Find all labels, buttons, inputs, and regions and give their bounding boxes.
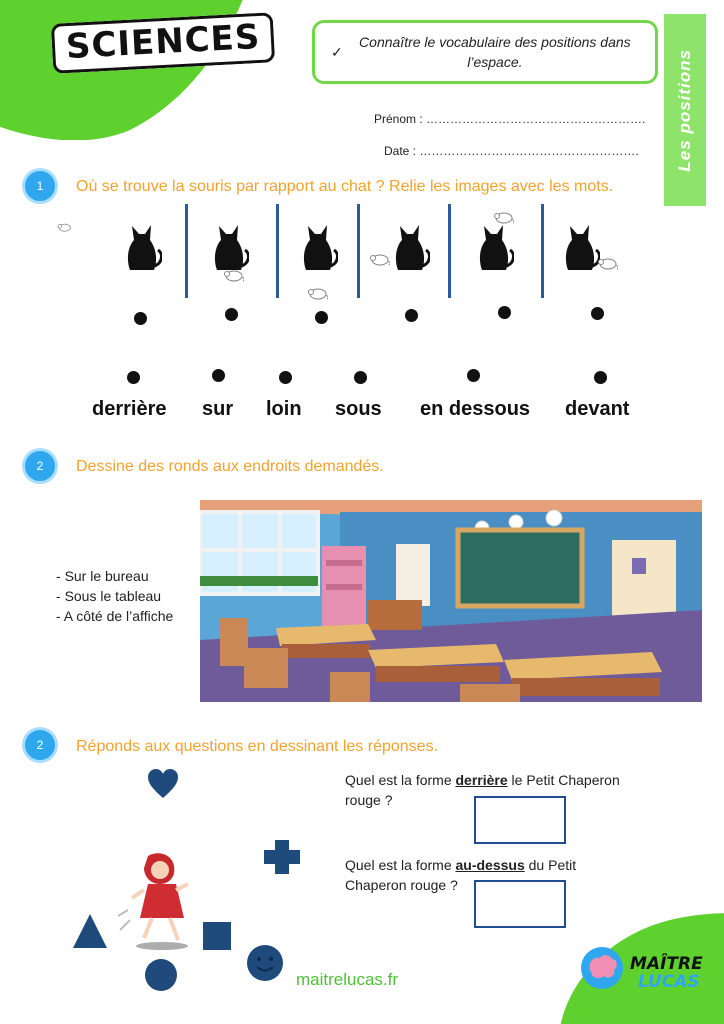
cat-icon [474,220,514,272]
link-dot[interactable] [127,371,140,384]
side-tab-label: Les positions [675,48,694,172]
date-line: ………………………………………………. [419,144,639,158]
link-dot[interactable] [591,307,604,320]
objective-box [312,20,658,84]
heart-icon [146,768,180,800]
word-label: loin [266,398,302,420]
exercise-1-title: Où se trouve la souris par rapport au chat ? Relie les images avec les mots. [76,178,614,195]
divider [276,204,279,298]
link-dot[interactable] [315,311,328,324]
divider [185,204,188,298]
mouse-icon [368,252,390,266]
word-label: sur [202,398,234,420]
check-icon: ✓ [331,44,343,60]
first-name-label: Prénom : [374,112,423,126]
exercise-3-title: Réponds aux questions en dessinant les réponses. [76,738,439,755]
link-dot[interactable] [279,371,292,384]
mouse-icon [222,268,244,282]
word-label: devant [565,398,630,420]
question-1-keyword: derrière [455,772,508,788]
square-icon [202,921,232,951]
link-dot[interactable] [212,369,225,382]
classroom-illustration [200,500,702,702]
exercise-1-number: 1 [22,168,58,204]
question-1-text-start: Quel est la forme [345,772,456,788]
question-1-text-end: le Petit Chaperon rouge ? [345,772,620,808]
cat-icon [298,220,338,272]
exercise-2-number: 2 [22,448,58,484]
smiley-icon [246,944,284,982]
logo-line-1: MAÎTRE [630,954,703,974]
first-name-field[interactable] [374,112,645,126]
question-2-keyword: au-dessus [455,857,525,873]
divider [448,204,451,298]
link-dot[interactable] [134,312,147,325]
answer-box-1[interactable] [474,796,566,844]
link-dot[interactable] [498,306,511,319]
task-item: - A côté de l’affiche [56,606,173,626]
footer-url[interactable]: maitrelucas.fr [296,970,399,989]
word-label: derrière [92,398,167,420]
task-list [56,566,173,626]
brain-logo-icon [580,946,624,990]
word-label: sous [335,398,382,420]
circle-icon [144,958,178,992]
date-field[interactable] [384,144,639,158]
link-dot[interactable] [225,308,238,321]
objective-text: Connaître le vocabulaire des positions dans l’espace. [359,34,631,70]
task-item: - Sur le bureau [56,566,173,586]
first-name-line: ………………………………………………. [426,112,646,126]
cat-icon [560,220,600,272]
divider [357,204,360,298]
task-item: - Sous le tableau [56,586,173,606]
cat-icon [122,220,162,272]
link-dot[interactable] [467,369,480,382]
mouse-icon [56,222,72,232]
date-label: Date : [384,144,417,158]
divider [541,204,544,298]
link-dot[interactable] [405,309,418,322]
cat-icon [209,220,249,272]
logo-line-2: LUCAS [638,972,700,992]
exercise-2-title: Dessine des ronds aux endroits demandés. [76,458,384,475]
mouse-icon [306,286,328,300]
cross-icon [262,838,302,876]
link-dot[interactable] [594,371,607,384]
side-tab [664,14,706,206]
brand-title: SCIENCES [51,12,276,74]
question-2-text-start: Quel est la forme [345,857,456,873]
little-red-riding-hood-illustration [118,850,194,950]
question-2-text-end: du Petit Chaperon rouge ? [345,857,577,893]
cat-icon [390,220,430,272]
link-dot[interactable] [354,371,367,384]
mouse-icon [596,256,618,270]
word-label: en dessous [420,398,531,420]
triangle-icon [72,913,108,949]
exercise-3-number: 2 [22,727,58,763]
